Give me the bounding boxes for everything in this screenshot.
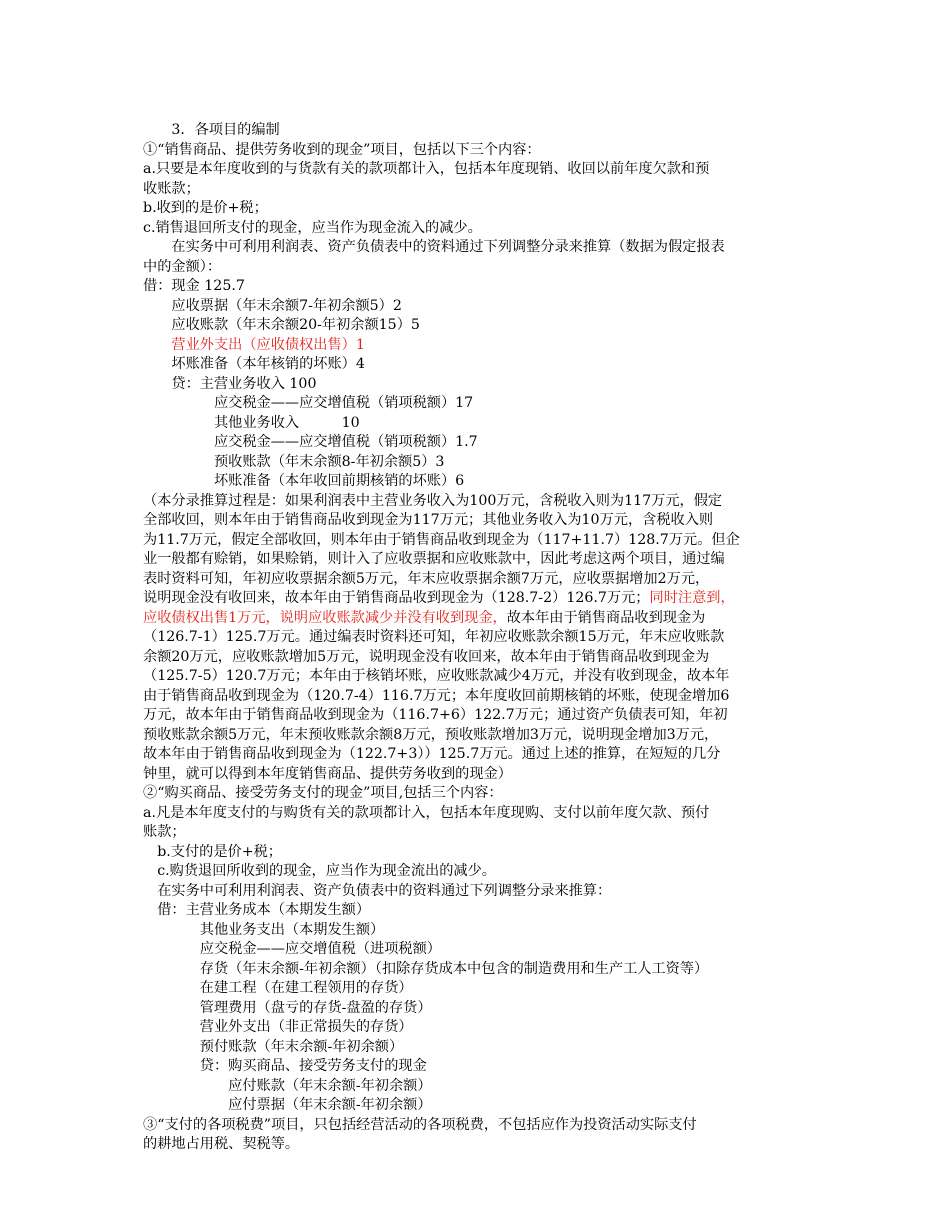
text-line (143, 452, 444, 472)
text-line (143, 803, 709, 823)
line-text: a.只要是本年度收到的与货款有关的款项都计入，包括本年度现销、收回以前年度欠款和预 (143, 161, 710, 177)
text-line (143, 549, 725, 569)
text-line (143, 725, 718, 745)
line-text: 在实务中可利用利润表、资产负债表中的资料通过下列调整分录来推算（数据为假定报表 (143, 239, 725, 255)
text-line (143, 257, 221, 277)
line-text: 应付账款（年末余额-年初余额） (143, 1077, 432, 1094)
line-text: 应交税金——应交增值税（销项税额）17 (143, 395, 474, 411)
line-text: 在建工程（在建工程领用的存货） (143, 980, 413, 996)
text-line (143, 335, 365, 355)
text-line (143, 530, 740, 550)
text-line (143, 686, 729, 706)
text-line (143, 647, 709, 667)
text-line (143, 354, 365, 374)
text-line (143, 1134, 299, 1154)
line-text: 故本年由于销售商品收到现金为 (506, 609, 706, 626)
line-text: a.凡是本年度支付的与购货有关的款项都计入，包括本年度现购、支付以前年度欠款、预付 (143, 804, 710, 821)
text-line (143, 822, 186, 842)
text-line (143, 920, 384, 940)
line-text: 应收票据（年末余额7-年初余额5）2 (143, 297, 402, 314)
line-text: 应交税金——应交增值税（进项税额） (143, 941, 441, 957)
text-line (143, 120, 280, 140)
text-line (143, 959, 708, 979)
line-text: （125.7-5）120.7万元；本年由于核销坏账，应收账款减少4万元，并没有收到现金，故本年 (143, 668, 730, 684)
text-line (143, 1095, 432, 1115)
line-text: 应收账款（年末余额20-年初余额15）5 (143, 317, 420, 333)
line-text: ②“购买商品、接受劳务支付的现金”项目,包括三个内容： (143, 785, 503, 801)
line-text: 的耕地占用税、契税等。 (143, 1136, 300, 1152)
text-line (143, 218, 482, 238)
line-text: 钟里，就可以得到本年度销售商品、提供劳务收到的现金） (143, 765, 512, 782)
line-text: 由于销售商品收到现金为（120.7-4）116.7万元；本年度收回前期核销的坏账，使现金增加6 (143, 687, 730, 704)
line-text: 存货（年末余额-年初余额）（扣除存货成本中包含的制造费用和生产工人工资等） (143, 960, 709, 977)
text-line (143, 1017, 413, 1037)
text-line (143, 237, 725, 257)
text-line (143, 471, 464, 491)
text-line (143, 432, 478, 452)
line-text: 账款； (143, 824, 186, 840)
line-text: ③“支付的各项税费”项目，只包括经营活动的各项税费，不包括应作为投资活动实际支付 (143, 1116, 697, 1133)
line-text: 说明现金没有收回来，故本年由于销售商品收到现金为（128.7-2）126.7万元； (143, 590, 650, 606)
text-line (143, 296, 402, 316)
line-text: （126.7-1）125.7万元。通过编表时资料还可知，年初应收账款余额15万元，年末应收账款 (143, 629, 725, 645)
text-line (143, 744, 720, 764)
line-text: 3．各项目的编制 (143, 122, 280, 138)
line-text: 其他业务收入 10 (143, 414, 360, 431)
line-text: 在实务中可利用利润表、资产负债表中的资料通过下列调整分录来推算： (143, 882, 612, 899)
line-text: 预收账款（年末余额8-年初余额5）3 (143, 453, 445, 470)
line-text: ①“销售商品、提供劳务收到的现金”项目，包括以下三个内容： (143, 141, 541, 158)
text-line (143, 764, 512, 784)
line-text: b.收到的是价+税； (143, 200, 268, 216)
text-line (143, 998, 432, 1018)
text-line (143, 900, 370, 920)
text-line (143, 413, 360, 433)
line-text: b.支付的是价+税； (143, 843, 282, 860)
text-line (143, 393, 473, 413)
text-line (143, 276, 245, 296)
highlighted-text: 同时注意到， (649, 590, 735, 606)
line-text: 表时资料可知，年初应收票据余额5万元，年末应收票据余额7万元，应收票据增加2万元， (143, 570, 710, 587)
line-text: 坏账准备（本年核销的坏账）4 (143, 356, 365, 372)
line-text: 业一般都有赊销，如果赊销，则计入了应收票据和应收账款中，因此考虑这两个项目，通过编 (143, 551, 725, 567)
line-text: （本分录推算过程是：如果利润表中主营业务收入为100万元，含税收入则为117万元，假定 (143, 492, 723, 509)
line-text: 为11.7万元，假定全部收回，则本年由于销售商品收到现金为（117+11.7）128.7万元。但企 (143, 531, 740, 548)
text-line (143, 510, 713, 530)
text-line (143, 608, 705, 628)
line-text: 其他业务支出（本期发生额） (143, 921, 385, 938)
line-text: 借：现金 125.7 (143, 278, 245, 294)
text-line (143, 315, 420, 335)
text-line (143, 159, 709, 179)
line-text: 收账款； (143, 180, 200, 197)
line-text: 余额20万元，应收账款增加5万元，说明现金没有收回来，故本年由于销售商品收到现金为 (143, 648, 710, 665)
line-text: 万元，故本年由于销售商品收到现金为（116.7+6）122.7万元；通过资产负债表可知，年初 (143, 707, 728, 723)
line-text: 故本年由于销售商品收到现金为（122.7+3））125.7万元。通过上述的推算，在短短的几分 (143, 746, 721, 762)
line-text: 中的金额）： (143, 258, 222, 275)
text-line (143, 588, 735, 608)
text-line (143, 1076, 432, 1096)
line-text: 营业外支出（应收债权出售）1 (143, 336, 365, 353)
line-text: 管理费用（盘亏的存货-盘盈的存货） (143, 999, 432, 1016)
text-line (143, 1115, 697, 1135)
text-line (143, 666, 729, 686)
text-line (143, 627, 724, 647)
line-text: 借：主营业务成本（本期发生额） (143, 902, 371, 918)
text-line (143, 140, 541, 160)
text-line (143, 1037, 403, 1057)
text-line (143, 705, 728, 725)
line-text: 应交税金——应交增值税（销项税额）1.7 (143, 434, 478, 450)
line-text: 坏账准备（本年收回前期核销的坏账）6 (143, 473, 465, 489)
text-line (143, 491, 722, 511)
text-line (143, 374, 316, 394)
text-line (143, 978, 413, 998)
line-text: c.销售退回所支付的现金，应当作为现金流入的减少。 (143, 219, 482, 236)
text-line (143, 939, 441, 959)
text-line (143, 198, 268, 218)
text-line (143, 569, 709, 589)
text-line (143, 861, 496, 881)
line-text: 预付账款（年末余额-年初余额） (143, 1038, 404, 1055)
line-text: 预收账款余额5万元，年末预收账款余额8万元，预收账款增加3万元，说明现金增加3万元， (143, 726, 719, 743)
text-line (143, 783, 503, 803)
text-line (143, 881, 611, 901)
line-text: 贷：主营业务收入 100 (143, 375, 317, 392)
text-line (143, 842, 282, 862)
line-text: 营业外支出（非正常损失的存货） (143, 1019, 413, 1035)
line-text: c.购货退回所收到的现金，应当作为现金流出的减少。 (143, 863, 496, 879)
line-text: 应付票据（年末余额-年初余额） (143, 1097, 432, 1113)
text-line (143, 1056, 427, 1076)
highlighted-text: 应收债权出售1万元，说明应收账款减少并没有收到现金， (143, 609, 507, 626)
line-text: 全部收回，则本年由于销售商品收到现金为117万元；其他业务收入为10万元，含税收入则 (143, 512, 714, 528)
line-text: 贷：购买商品、接受劳务支付的现金 (143, 1058, 427, 1074)
text-line (143, 179, 200, 199)
